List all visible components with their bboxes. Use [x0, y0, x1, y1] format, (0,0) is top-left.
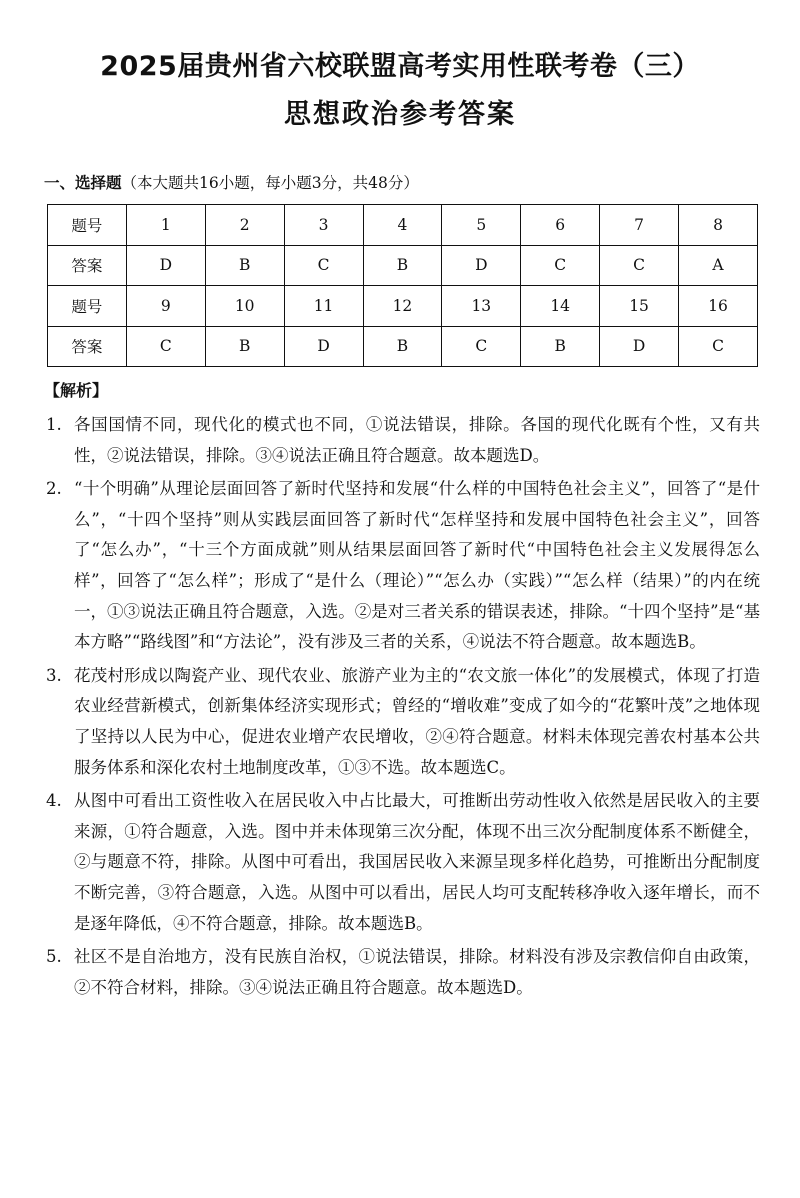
item-text: 各国国情不同，现代化的模式也不同，①说法错误，排除。各国的现代化既有个性，又有共性，②说法错误，排除。③④说法正确且符合题意。故本题选D。 [74, 415, 760, 465]
table-cell: 8 [679, 205, 758, 246]
table-cell: 10 [205, 286, 284, 327]
item-text: 花茂村形成以陶瓷产业、现代农业、旅游产业为主的“农文旅一体化”的发展模式，体现了打造农业经营新模式，创新集体经济实现形式；曾经的“增收难”变成了如今的“花繁叶茂”之地体现了坚持以人民为中心，促进农业增产农民增收，②④符合题意。材料未体现完善农村基本公共服务体系和深化农村土地制度改革，①③不选。故本题选C。 [74, 665, 760, 777]
table-cell: 14 [521, 286, 600, 327]
table-cell: C [126, 326, 205, 367]
table-cell: A [679, 245, 758, 286]
analysis-item [44, 786, 760, 939]
row-label: 答案 [48, 245, 127, 286]
table-cell: C [679, 326, 758, 367]
item-text: “十个明确”从理论层面回答了新时代坚持和发展“什么样的中国特色社会主义”，回答了“是什么”，“十四个坚持”则从实践层面回答了新时代“怎样坚持和发展中国特色社会主义”，回答了“怎么办”，“十三个方面成就”则从结果层面回答了新时代“中国特色社会主义发展得怎么样”，回答了“怎么样”；形成了“是什么（理论）”“怎么办（实践）”“怎么样（结果）”的内在统一，①③说法正确且符合题意，入选。②是对三者关系的错误表述，排除。“十四个坚持”是“基本方略”“路线图”和“方法论”，没有涉及三者的关系，④说法不符合题意。故本题选B。 [74, 479, 760, 652]
table-cell: B [521, 326, 600, 367]
item-number: 4. [46, 791, 62, 811]
row-label: 题号 [48, 205, 127, 246]
table-cell: 4 [363, 205, 442, 246]
item-text: 社区不是自治地方，没有民族自治权，①说法错误，排除。材料没有涉及宗教信仰自由政策，②不符合材料，排除。③④说法正确且符合题意。故本题选D。 [74, 947, 760, 997]
table-cell: 5 [442, 205, 521, 246]
table-cell: B [205, 245, 284, 286]
table-cell: 7 [600, 205, 679, 246]
analysis-list [44, 410, 760, 1006]
item-number: 1. [46, 415, 62, 434]
table-cell: C [521, 245, 600, 286]
table-cell: D [126, 245, 205, 286]
table-row-numbers-2 [48, 286, 758, 327]
table-cell: C [600, 245, 679, 286]
analysis-item [44, 661, 760, 783]
section-heading [44, 171, 419, 193]
table-cell: 15 [600, 286, 679, 327]
table-cell: D [442, 245, 521, 286]
answer-table [47, 204, 758, 367]
table-cell: C [442, 326, 521, 367]
item-number: 5. [46, 947, 62, 967]
analysis-item [44, 474, 760, 658]
document-title: 2025届贵州省六校联盟高考实用性联考卷（三） [100, 51, 700, 82]
table-cell: 11 [284, 286, 363, 327]
table-cell: D [284, 326, 363, 367]
row-label: 题号 [48, 286, 127, 327]
table-row-answers-2 [48, 326, 758, 367]
table-cell: 2 [205, 205, 284, 246]
table-cell: 12 [363, 286, 442, 327]
table-cell: C [284, 245, 363, 286]
analysis-label: 【解析】 [44, 381, 109, 400]
item-number: 3. [46, 665, 62, 685]
table-row-numbers-1 [48, 205, 758, 246]
table-cell: 1 [126, 205, 205, 246]
table-cell: D [600, 326, 679, 367]
item-text: 从图中可看出工资性收入在居民收入中占比最大，可推断出劳动性收入依然是居民收入的主要来源，①符合题意，入选。图中并未体现第三次分配，体现不出三次分配制度体系不断健全，②与题意不符，排除。从图中可看出，我国居民收入来源呈现多样化趋势，可推断出分配制度不断完善，③符合题意，入选。从图中可以看出，居民人均可支配转移净收入逐年增长，而不是逐年降低，④不符合题意，排除。故本题选B。 [74, 791, 760, 933]
table-cell: B [205, 326, 284, 367]
table-cell: B [363, 326, 442, 367]
section-title: 一、选择题 [44, 174, 122, 192]
document-subtitle: 思想政治参考答案 [284, 99, 516, 130]
table-row-answers-1 [48, 245, 758, 286]
row-label: 答案 [48, 326, 127, 367]
table-cell: B [363, 245, 442, 286]
table-cell: 3 [284, 205, 363, 246]
table-cell: 13 [442, 286, 521, 327]
analysis-item [44, 410, 760, 471]
analysis-item [44, 942, 760, 1003]
table-cell: 16 [679, 286, 758, 327]
table-cell: 6 [521, 205, 600, 246]
section-note: （本大题共16小题，每小题3分，共48分） [121, 174, 419, 192]
table-cell: 9 [126, 286, 205, 327]
item-number: 2. [46, 479, 62, 499]
